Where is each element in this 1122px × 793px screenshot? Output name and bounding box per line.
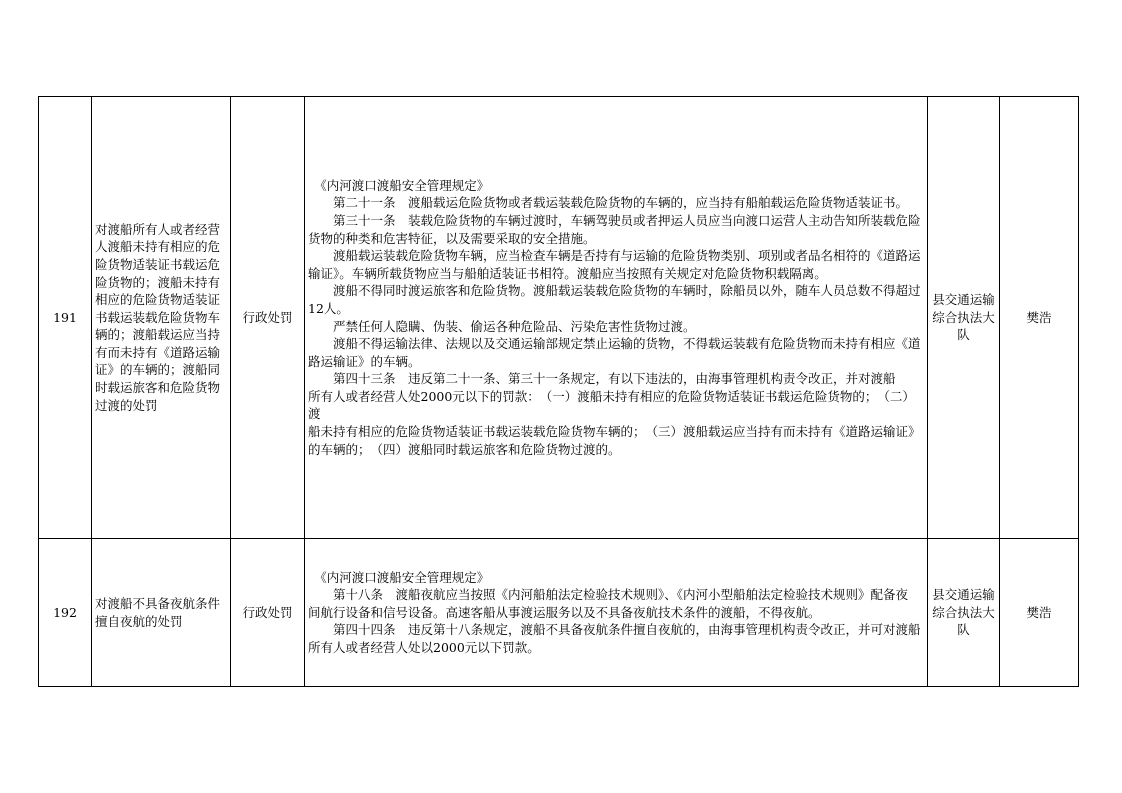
- item-name: 对渡船不具备夜航条件擅自夜航的处罚: [92, 539, 231, 687]
- item-type: 行政处罚: [231, 97, 305, 539]
- basis-line: 渡船不得运输法律、法规以及交通运输部规定禁止运输的货物，不得载运装载有危险货物而未持有相应《道: [308, 336, 921, 352]
- basis-line: 输证》。车辆所载货物应当与船舶适装证书相符。渡船应当按照有关规定对危险货物积载隔离。: [308, 265, 827, 281]
- basis-line: 《内河渡口渡船安全管理规定》: [308, 177, 490, 193]
- basis-line: 的车辆的； （四）渡船同时载运旅客和危险货物过渡的。: [308, 441, 621, 457]
- basis-line: 船未持有相应的危险货物适装证书载运装载危险货物车辆的； （三）渡船载运应当持有而未持有《道路运输证》: [308, 424, 921, 440]
- regulation-table: [38, 96, 1079, 687]
- responsible-person: 樊浩: [1000, 539, 1079, 687]
- basis-line: 第三十一条 装载危险货物的车辆过渡时，车辆驾驶员或者押运人员应当向渡口运营人主动告知所装载危险: [308, 212, 921, 228]
- responsible-person: 樊浩: [1000, 97, 1079, 539]
- basis-line: 路运输证》的车辆。: [308, 353, 421, 369]
- item-type: 行政处罚: [231, 539, 305, 687]
- basis-line: 所有人或者经营人处以2000元以下罚款。: [308, 639, 540, 655]
- basis-line: 间航行设备和信号设备。高速客船从事渡运服务以及不具备夜航技术条件的渡船，不得夜航。: [308, 604, 821, 620]
- basis-line: 所有人或者经营人处2000元以下的罚款： （一）渡船未持有相应的危险货物适装证书载运危险货物的； （二）渡: [308, 388, 915, 422]
- item-name: 对渡船所有人或者经营人渡船未持有相应的危险货物适装证书载运危险货物的；渡船未持有相应的危险货物适装证书载运装载危险货物车辆的；渡船载运应当持有而未持有《道路运输证》的车辆的；渡船同时载运旅客和危险货物过渡的处罚: [92, 97, 231, 539]
- basis-line: 渡船不得同时渡运旅客和危险货物。渡船载运装载危险货物的车辆时，除船员以外，随车人员总数不得超过: [308, 283, 921, 299]
- table-row: [39, 539, 1079, 687]
- basis-line: 《内河渡口渡船安全管理规定》: [308, 569, 490, 585]
- basis-line: 渡船载运装载危险货物车辆，应当检查车辆是否持有与运输的危险货物类别、项别或者品名相符的《道路运: [308, 248, 921, 264]
- basis-line: 第十八条 渡船夜航应当按照《内河船舶法定检验技术规则》、《内河小型船舶法定检验技术规则》配备夜: [308, 587, 909, 603]
- legal-basis: [305, 539, 928, 687]
- enforcement-department: 县交通运输综合执法大队: [928, 97, 1000, 539]
- basis-line: 12人。: [308, 300, 349, 316]
- legal-basis: [305, 97, 928, 539]
- basis-line: 第四十四条 违反第十八条规定，渡船不具备夜航条件擅自夜航的，由海事管理机构责令改正，并可对渡船: [308, 622, 921, 638]
- row-number: 191: [39, 97, 92, 539]
- basis-line: 货物的种类和危害特征，以及需要采取的安全措施。: [308, 230, 596, 246]
- basis-line: 第四十三条 违反第二十一条、第三十一条规定，有以下违法的，由海事管理机构责令改正，并对渡船: [308, 371, 896, 387]
- basis-line: 严禁任何人隐瞒、伪装、偷运各种危险品、污染危害性货物过渡。: [308, 318, 696, 334]
- enforcement-department: 县交通运输综合执法大队: [928, 539, 1000, 687]
- row-number: 192: [39, 539, 92, 687]
- table-row: [39, 97, 1079, 539]
- basis-line: 第二十一条 渡船载运危险货物或者载运装载危险货物的车辆的，应当持有船舶载运危险货物适装证书。: [308, 195, 909, 211]
